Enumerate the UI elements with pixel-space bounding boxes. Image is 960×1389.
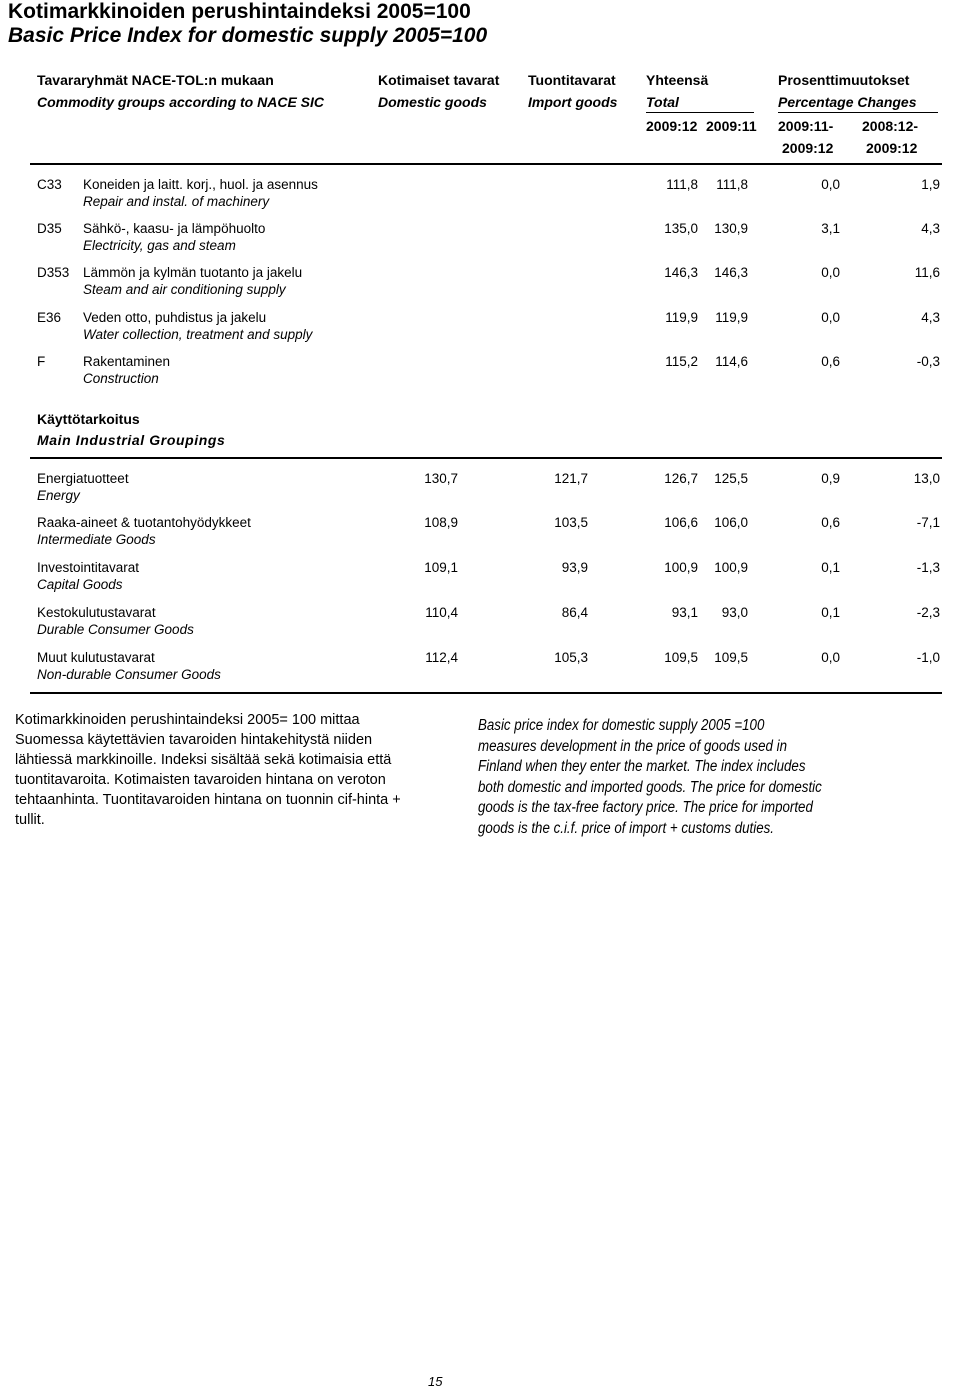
row-label-en: Repair and instal. of machinery [83, 194, 270, 209]
value-domestic: 109,1 [424, 560, 458, 575]
page-title-fi: Kotimarkkinoiden perushintaindeksi 2005=100 [8, 0, 471, 23]
page-number: 15 [428, 1374, 443, 1389]
value-change-month: 3,1 [821, 221, 840, 236]
row-label-en: Construction [83, 371, 159, 386]
value-change-month: 0,0 [821, 650, 840, 665]
value-total-2009-11: 119,9 [715, 310, 748, 325]
row-label-fi: Rakentaminen [83, 354, 171, 369]
table-row [0, 310, 960, 350]
value-change-year: 4,3 [921, 221, 940, 236]
value-change-month: 0,0 [821, 310, 840, 325]
value-total-2009-11: 106,0 [714, 515, 748, 530]
header-import-fi: Tuontitavarat [528, 72, 616, 88]
section-title-fi: Käyttötarkoitus [37, 411, 140, 427]
value-total-2009-11: 93,0 [721, 605, 748, 620]
table-row [0, 177, 960, 217]
row-label-fi: Muut kulutustavarat [37, 650, 155, 665]
table-row [0, 650, 960, 690]
value-total-2009-12: 126,7 [664, 471, 698, 486]
header-groups-fi: Tavararyhmät NACE-TOL:n mukaan [37, 72, 274, 88]
value-import: 103,5 [554, 515, 588, 530]
value-change-year: -2,3 [916, 605, 940, 620]
row-label-fi: Energiatuotteet [37, 471, 129, 486]
value-total-2009-12: 119,9 [665, 310, 698, 325]
value-import: 86,4 [561, 605, 588, 620]
value-total-2009-12: 111,8 [666, 177, 698, 192]
row-label-fi: Sähkö-, kaasu- ja lämpöhuolto [83, 221, 266, 236]
table-row [0, 265, 960, 305]
section-title-en: Main Industrial Groupings [37, 432, 226, 448]
value-total-2009-11: 100,9 [714, 560, 748, 575]
value-domestic: 130,7 [424, 471, 458, 486]
row-label-en: Non-durable Consumer Goods [37, 667, 221, 682]
value-domestic: 110,4 [425, 605, 458, 620]
value-change-month: 0,0 [821, 265, 840, 280]
value-change-year: 11,6 [914, 265, 940, 280]
value-change-year: 1,9 [921, 177, 940, 192]
row-label-fi: Koneiden ja laitt. korj., huol. ja asennus [83, 177, 318, 192]
row-code: D35 [37, 221, 62, 236]
header-rule [30, 163, 942, 165]
header-pct-fi: Prosenttimuutokset [778, 72, 910, 88]
row-label-fi: Raaka-aineet & tuotantohyödykkeet [37, 515, 251, 530]
value-total-2009-12: 100,9 [664, 560, 698, 575]
value-total-2009-12: 146,3 [664, 265, 698, 280]
table-row [0, 221, 960, 261]
table-bottom-rule [30, 692, 942, 694]
value-import: 93,9 [561, 560, 588, 575]
header-groups-en: Commodity groups according to NACE SIC [37, 94, 325, 110]
row-label-en: Intermediate Goods [37, 532, 156, 547]
header-col-2009-11: 2009:11 [706, 118, 757, 134]
note-en: Basic price index for domestic supply 2005 =100 measures development in the price of goods used in Finland when they enter the market. The index includes both domestic and imported goods. The price for domestic goods is the tax-free factory price. The price for imported goods is the c.i.f. price of import + customs duties. [478, 717, 822, 837]
value-total-2009-11: 130,9 [714, 221, 748, 236]
row-label-en: Capital Goods [37, 577, 123, 592]
header-chg2-a: 2008:12- [862, 118, 919, 134]
row-code: D353 [37, 265, 70, 280]
value-domestic: 108,9 [424, 515, 458, 530]
row-label-fi: Investointitavarat [37, 560, 140, 575]
row-label-fi: Veden otto, puhdistus ja jakelu [83, 310, 267, 325]
table-row [0, 515, 960, 555]
row-label-en: Energy [37, 488, 80, 503]
section-rule [30, 457, 942, 459]
value-change-year: -7,1 [916, 515, 940, 530]
header-domestic-fi: Kotimaiset tavarat [378, 72, 500, 88]
value-import: 121,7 [554, 471, 588, 486]
row-code: E36 [37, 310, 62, 325]
value-change-month: 0,1 [821, 605, 840, 620]
value-change-month: 0,6 [821, 354, 840, 369]
value-total-2009-12: 109,5 [664, 650, 698, 665]
value-total-2009-11: 111,8 [716, 177, 748, 192]
header-col-2009-12: 2009:12 [646, 118, 698, 134]
value-total-2009-11: 109,5 [714, 650, 748, 665]
value-total-2009-12: 93,1 [671, 605, 698, 620]
value-change-year: -0,3 [916, 354, 940, 369]
total-underline [646, 112, 754, 113]
row-label-en: Water collection, treatment and supply [83, 327, 313, 342]
value-change-year: -1,3 [916, 560, 940, 575]
row-label-en: Electricity, gas and steam [83, 238, 236, 253]
value-change-month: 0,1 [821, 560, 840, 575]
header-import-en: Import goods [528, 94, 618, 110]
value-domestic: 112,4 [425, 650, 458, 665]
header-domestic-en: Domestic goods [378, 94, 487, 110]
value-change-month: 0,0 [821, 177, 840, 192]
value-total-2009-11: 146,3 [714, 265, 748, 280]
row-label-fi: Lämmön ja kylmän tuotanto ja jakelu [83, 265, 303, 280]
table-row [0, 354, 960, 394]
value-change-year: 13,0 [913, 471, 940, 486]
table-row [0, 471, 960, 511]
row-code: F [37, 354, 46, 369]
value-change-year: 4,3 [921, 310, 940, 325]
value-total-2009-12: 135,0 [664, 221, 698, 236]
row-label-fi: Kestokulutustavarat [37, 605, 156, 620]
row-label-en: Durable Consumer Goods [37, 622, 194, 637]
value-total-2009-11: 125,5 [714, 471, 748, 486]
header-pct-en: Percentage Changes [778, 94, 917, 110]
value-change-month: 0,9 [821, 471, 840, 486]
table-row [0, 560, 960, 600]
header-total-fi: Yhteensä [646, 72, 709, 88]
header-chg1-b: 2009:12 [782, 140, 834, 156]
value-total-2009-11: 114,6 [715, 354, 748, 369]
table-row [0, 605, 960, 645]
value-change-year: -1,0 [916, 650, 940, 665]
row-label-en: Steam and air conditioning supply [83, 282, 286, 297]
header-chg2-b: 2009:12 [866, 140, 918, 156]
page-title-en: Basic Price Index for domestic supply 2005=100 [8, 24, 488, 47]
header-chg1-a: 2009:11- [778, 118, 834, 134]
value-import: 105,3 [554, 650, 588, 665]
header-total-en: Total [646, 94, 679, 110]
value-total-2009-12: 106,6 [664, 515, 698, 530]
value-change-month: 0,6 [821, 515, 840, 530]
note-fi: Kotimarkkinoiden perushintaindeksi 2005= 100 mittaa Suomessa käytettävien tavaroiden hintakehitystä niiden lähtiessä markkinoille. Indeksi sisältää sekä kotimaisia että tuontitavaroita. Kotimaisten tavaroiden hintana on veroton tehtaanhinta. Tuontitavaroiden hintana on tuonnin cif-hinta + tullit. [15, 712, 401, 828]
pct-underline [778, 112, 938, 113]
row-code: C33 [37, 177, 62, 192]
value-total-2009-12: 115,2 [665, 354, 698, 369]
